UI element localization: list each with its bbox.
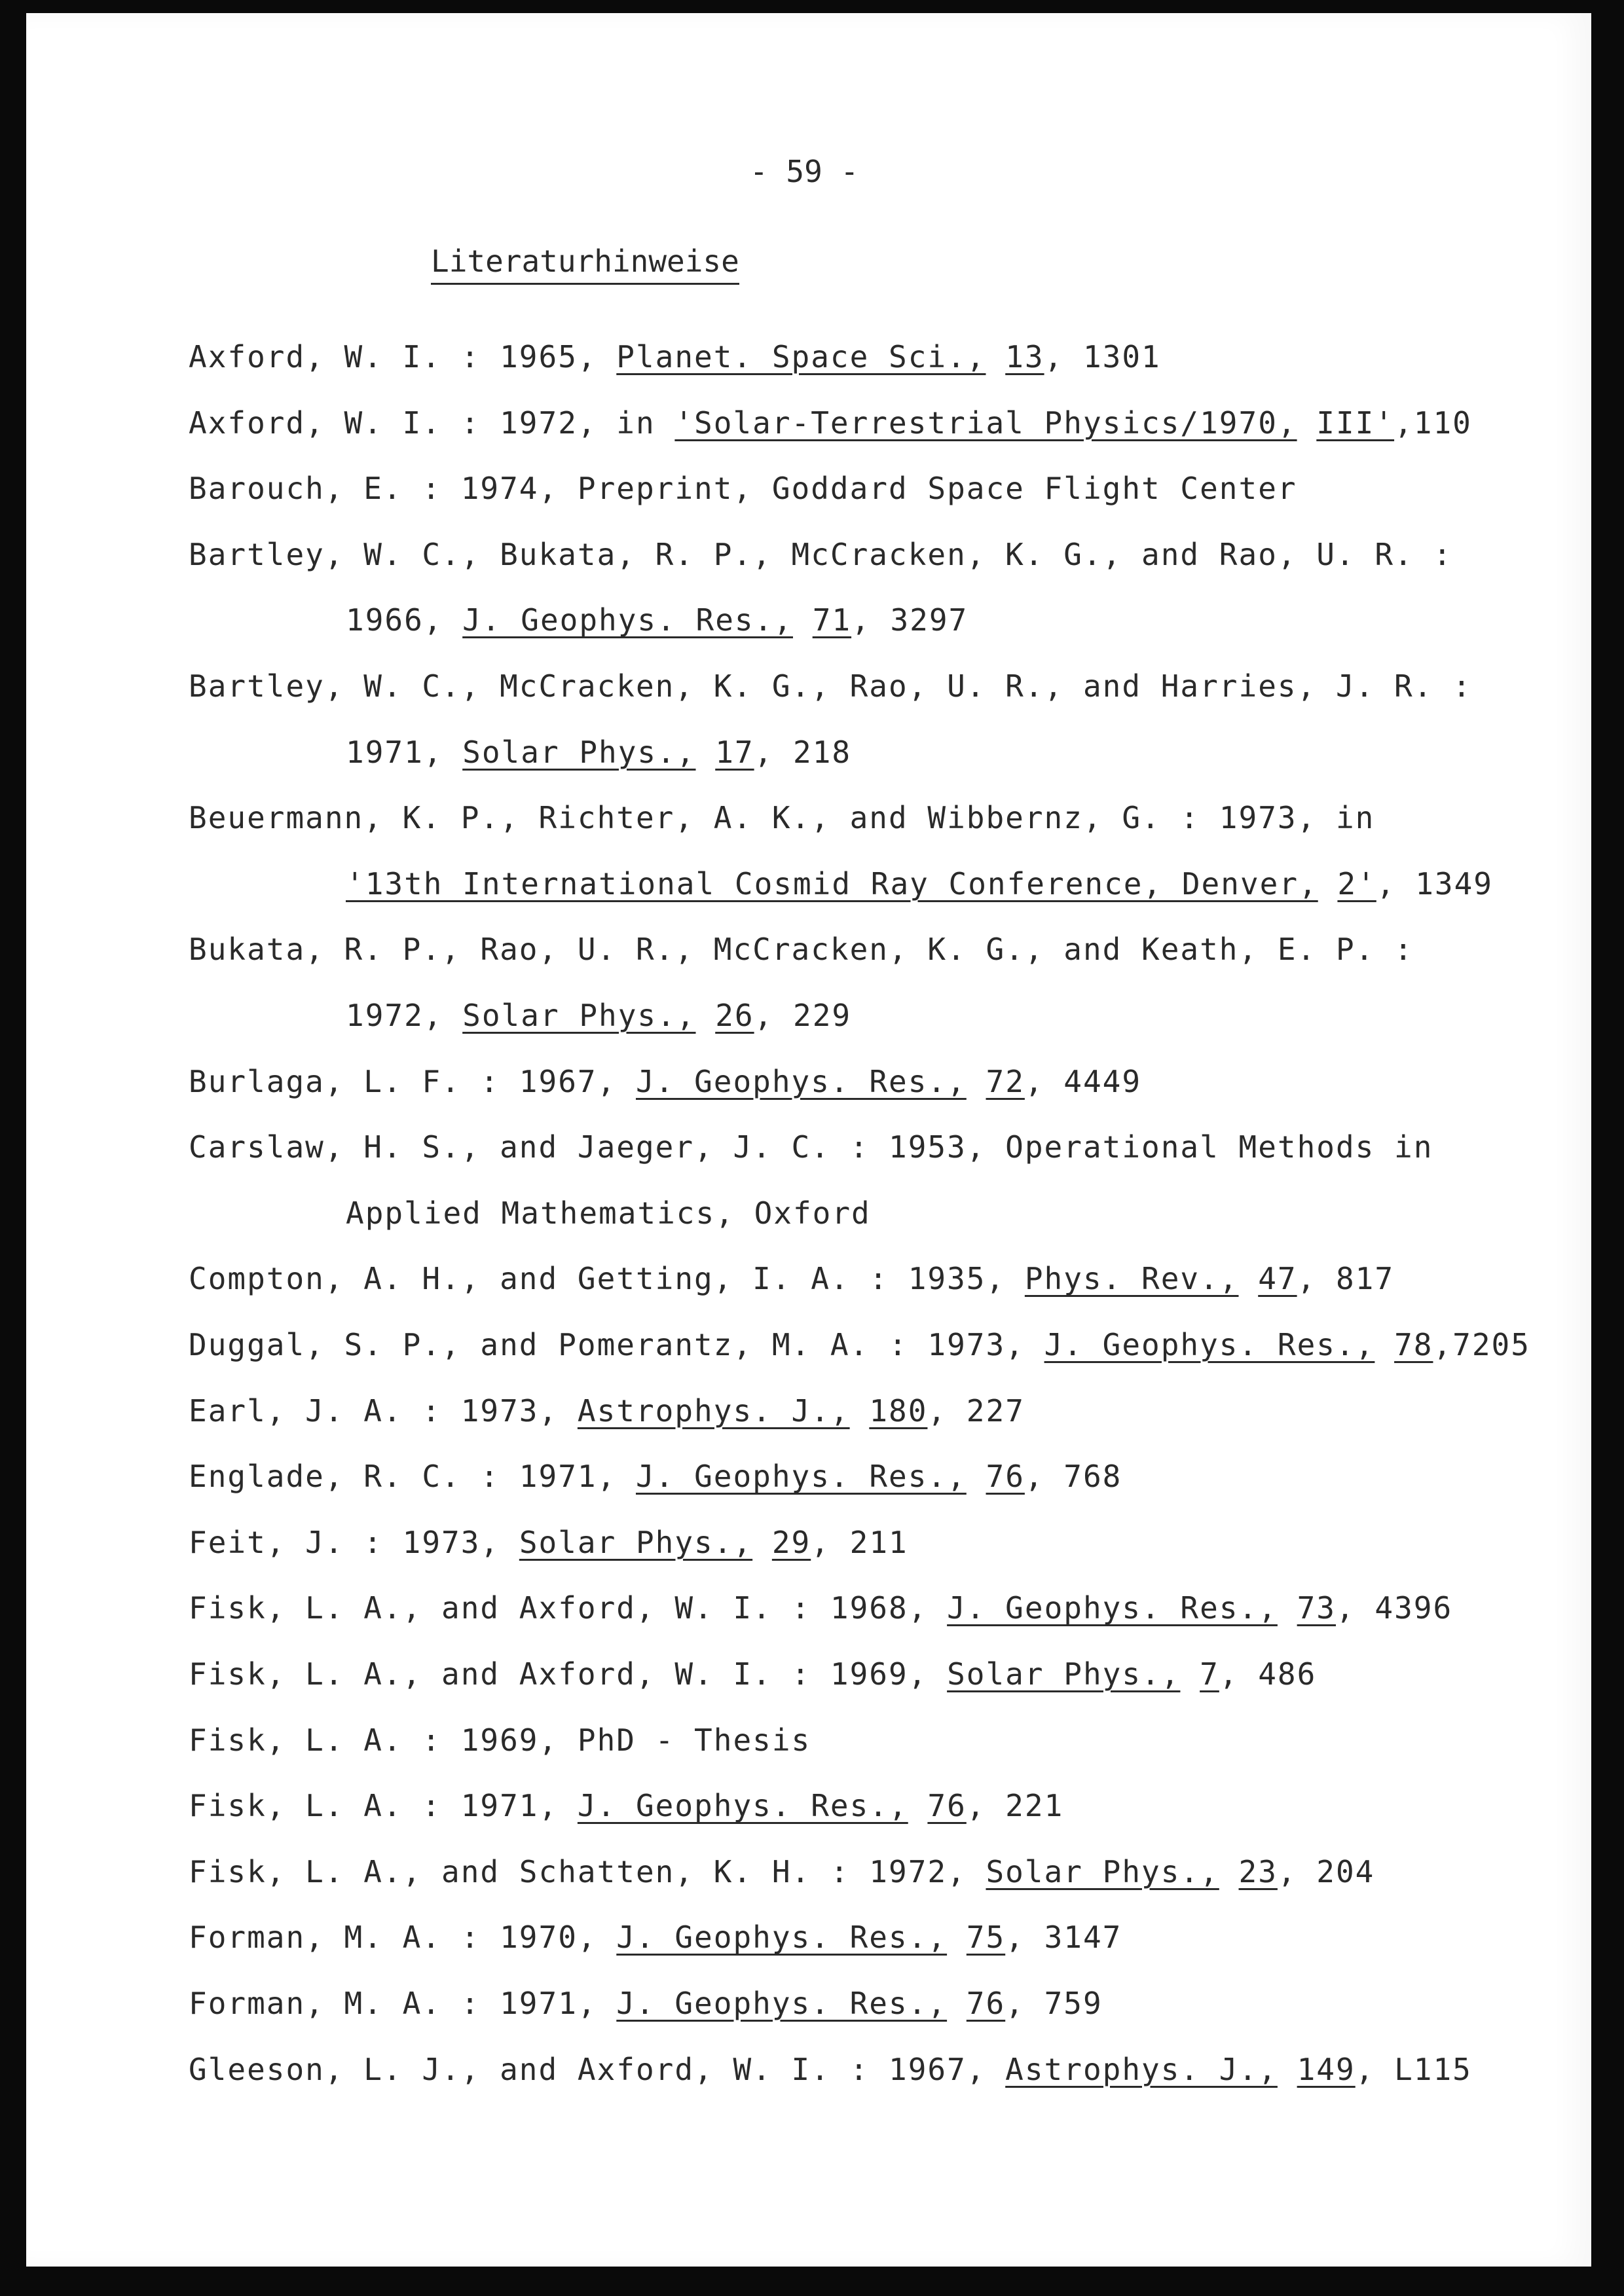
citation-text: , 221 (966, 1788, 1064, 1824)
citation-text: , 229 (754, 998, 852, 1033)
reference-entry (189, 1654, 1316, 1694)
citation-text (793, 602, 813, 638)
citation-text: Fisk, L. A., and Axford, W. I. : 1969, (189, 1656, 948, 1692)
citation-underlined-text: J. Geophys. Res., (577, 1788, 908, 1824)
citation-text (1239, 1261, 1259, 1296)
citation-text (696, 735, 716, 770)
reference-entry (189, 1588, 1452, 1628)
page-number: - 59 - (750, 154, 859, 189)
citation-text: , 4449 (1024, 1063, 1142, 1099)
citation-underlined-text: 'Solar-Terrestrial Physics/1970, (674, 405, 1297, 441)
citation-text: Burlaga, L. F. : 1967, (189, 1063, 636, 1099)
reference-continuation-line (346, 996, 851, 1035)
reference-entry (189, 930, 1414, 969)
citation-underlined-text: 76 (986, 1459, 1025, 1495)
citation-text: , L115 (1355, 2051, 1472, 2087)
citation-text: Compton, A. H., and Getting, I. A. : 1935, (189, 1261, 1025, 1297)
citation-text (1278, 1590, 1297, 1626)
reference-entry (189, 1523, 908, 1562)
citation-underlined-text: J. Geophys. Res., (1044, 1327, 1375, 1362)
citation-underlined-text: 76 (927, 1788, 967, 1824)
reference-continuation-line (346, 1194, 871, 1233)
reference-entry (189, 1259, 1394, 1298)
reference-entry (189, 1852, 1375, 1891)
citation-underlined-text: 72 (986, 1063, 1025, 1099)
citation-text: , 817 (1297, 1261, 1395, 1297)
citation-text: , 211 (811, 1524, 908, 1560)
reference-entry (189, 469, 1297, 508)
citation-text (850, 1393, 870, 1429)
citation-underlined-text: J. Geophys. Res., (616, 1986, 948, 2021)
reference-entry (189, 1325, 1530, 1364)
reference-entry (189, 1127, 1433, 1167)
citation-underlined-text: 149 (1297, 2051, 1356, 2087)
citation-text (947, 1986, 967, 2021)
citation-text: Earl, J. A. : 1973, (189, 1393, 578, 1429)
citation-text: , 768 (1024, 1459, 1122, 1495)
citation-text (1318, 866, 1338, 902)
citation-text: ,7205 (1433, 1327, 1530, 1362)
citation-underlined-text: 7 (1200, 1656, 1219, 1692)
citation-underlined-text: 13 (1005, 339, 1044, 374)
citation-text (1278, 2052, 1297, 2087)
citation-text (967, 1459, 986, 1494)
citation-text: Beuermann, K. P., Richter, A. K., and Wibbernz, G. : 1973, in (189, 800, 1375, 836)
citation-text: Englade, R. C. : 1971, (189, 1459, 636, 1495)
reference-continuation-line (346, 600, 968, 640)
citation-text: Fisk, L. A. : 1971, (189, 1788, 578, 1824)
citation-text: 1971, (346, 734, 463, 770)
citation-text: Bukata, R. P., Rao, U. R., McCracken, K. G., and Keath, E. P. : (189, 932, 1414, 968)
citation-text: Barouch, E. : 1974, Preprint, Goddard Space Flight Center (189, 471, 1297, 507)
citation-text: Axford, W. I. : 1965, (189, 339, 617, 374)
citation-text: Feit, J. : 1973, (189, 1524, 519, 1560)
citation-text: , 486 (1219, 1656, 1317, 1692)
citation-underlined-text: 71 (812, 602, 852, 638)
citation-text: , 218 (754, 734, 852, 770)
citation-text: , 1349 (1376, 866, 1493, 902)
document-page (26, 13, 1591, 2267)
citation-underlined-text: Astrophys. J., (1005, 2051, 1278, 2087)
citation-text: Fisk, L. A., and Schatten, K. H. : 1972, (189, 1853, 986, 1889)
citation-underlined-text: Planet. Space Sci., (616, 339, 986, 374)
citation-text (696, 998, 716, 1033)
citation-text (1180, 1656, 1200, 1692)
citation-underlined-text: Astrophys. J., (577, 1393, 850, 1429)
citation-text: Fisk, L. A. : 1969, PhD - Thesis (189, 1722, 811, 1758)
citation-text: Bartley, W. C., McCracken, K. G., Rao, U. R., and Harries, J. R. : (189, 668, 1472, 704)
reference-entry (189, 1391, 1025, 1430)
citation-text (967, 1064, 986, 1099)
citation-underlined-text: '13th International Cosmid Ray Conference, Denver, (346, 866, 1318, 902)
citation-underlined-text: Phys. Rev., (1024, 1261, 1239, 1297)
reference-entry (189, 666, 1472, 706)
citation-text (947, 1920, 967, 1955)
citation-underlined-text: III' (1316, 405, 1395, 441)
reference-entry (189, 1062, 1141, 1101)
reference-continuation-line (346, 864, 1493, 903)
citation-text: Duggal, S. P., and Pomerantz, M. A. : 1973, (189, 1327, 1044, 1362)
reference-entry (189, 337, 1161, 376)
citation-text: Carslaw, H. S., and Jaeger, J. C. : 1953, Operational Methods in (189, 1129, 1433, 1165)
citation-text: 1972, (346, 998, 463, 1033)
citation-text (752, 1525, 772, 1560)
reference-entry (189, 1457, 1122, 1496)
citation-underlined-text: J. Geophys. Res., (462, 602, 793, 638)
citation-underlined-text: 29 (771, 1524, 811, 1560)
reference-entry (189, 535, 1452, 574)
citation-text: Forman, M. A. : 1971, (189, 1986, 617, 2021)
citation-underlined-text: J. Geophys. Res., (947, 1590, 1278, 1626)
citation-text: ,110 (1394, 405, 1472, 441)
citation-text: , 3297 (851, 602, 969, 638)
reference-entry (189, 1918, 1122, 1957)
citation-underlined-text: 2' (1337, 866, 1376, 902)
reference-entry (189, 2050, 1472, 2089)
citation-underlined-text: 17 (715, 734, 754, 770)
citation-underlined-text: J. Geophys. Res., (616, 1920, 948, 1956)
citation-underlined-text: Solar Phys., (519, 1524, 753, 1560)
section-heading: Literaturhinweise (431, 242, 739, 285)
reference-entry (189, 1721, 811, 1760)
citation-text: Forman, M. A. : 1970, (189, 1920, 617, 1956)
citation-underlined-text: J. Geophys. Res., (635, 1063, 967, 1099)
citation-text: , 4396 (1336, 1590, 1453, 1626)
citation-underlined-text: 26 (715, 998, 754, 1033)
citation-text (1375, 1327, 1394, 1362)
citation-underlined-text: 180 (869, 1393, 928, 1429)
citation-text (986, 339, 1005, 374)
citation-text: Bartley, W. C., Bukata, R. P., McCracken, K. G., and Rao, U. R. : (189, 536, 1453, 572)
citation-text: , 759 (1005, 1986, 1103, 2021)
citation-text: , 204 (1277, 1853, 1375, 1889)
citation-underlined-text: Solar Phys., (462, 998, 696, 1033)
citation-underlined-text: Solar Phys., (947, 1656, 1181, 1692)
citation-text: Axford, W. I. : 1972, in (189, 405, 675, 441)
citation-underlined-text: 73 (1297, 1590, 1336, 1626)
citation-text: Applied Mathematics, Oxford (346, 1195, 871, 1231)
citation-underlined-text: 75 (966, 1920, 1006, 1956)
citation-underlined-text: 23 (1238, 1853, 1278, 1889)
reference-continuation-line (346, 733, 851, 772)
citation-underlined-text: Solar Phys., (986, 1853, 1219, 1889)
reference-entry (189, 403, 1472, 443)
reference-entry (189, 798, 1375, 837)
citation-underlined-text: J. Geophys. Res., (635, 1459, 967, 1495)
citation-underlined-text: 47 (1258, 1261, 1297, 1297)
citation-text (1219, 1854, 1239, 1889)
citation-text: Fisk, L. A., and Axford, W. I. : 1968, (189, 1590, 948, 1626)
citation-underlined-text: 76 (966, 1986, 1006, 2021)
reference-entry (189, 1984, 1103, 2023)
citation-text: , 3147 (1005, 1920, 1122, 1956)
citation-text (908, 1788, 928, 1823)
citation-underlined-text: Solar Phys., (462, 734, 696, 770)
citation-text: 1966, (346, 602, 463, 638)
citation-text (1297, 405, 1317, 441)
citation-underlined-text: 78 (1394, 1327, 1433, 1362)
citation-text: , 227 (927, 1393, 1025, 1429)
citation-text: , 1301 (1044, 339, 1161, 374)
reference-entry (189, 1786, 1063, 1825)
citation-text: Gleeson, L. J., and Axford, W. I. : 1967, (189, 2051, 1006, 2087)
